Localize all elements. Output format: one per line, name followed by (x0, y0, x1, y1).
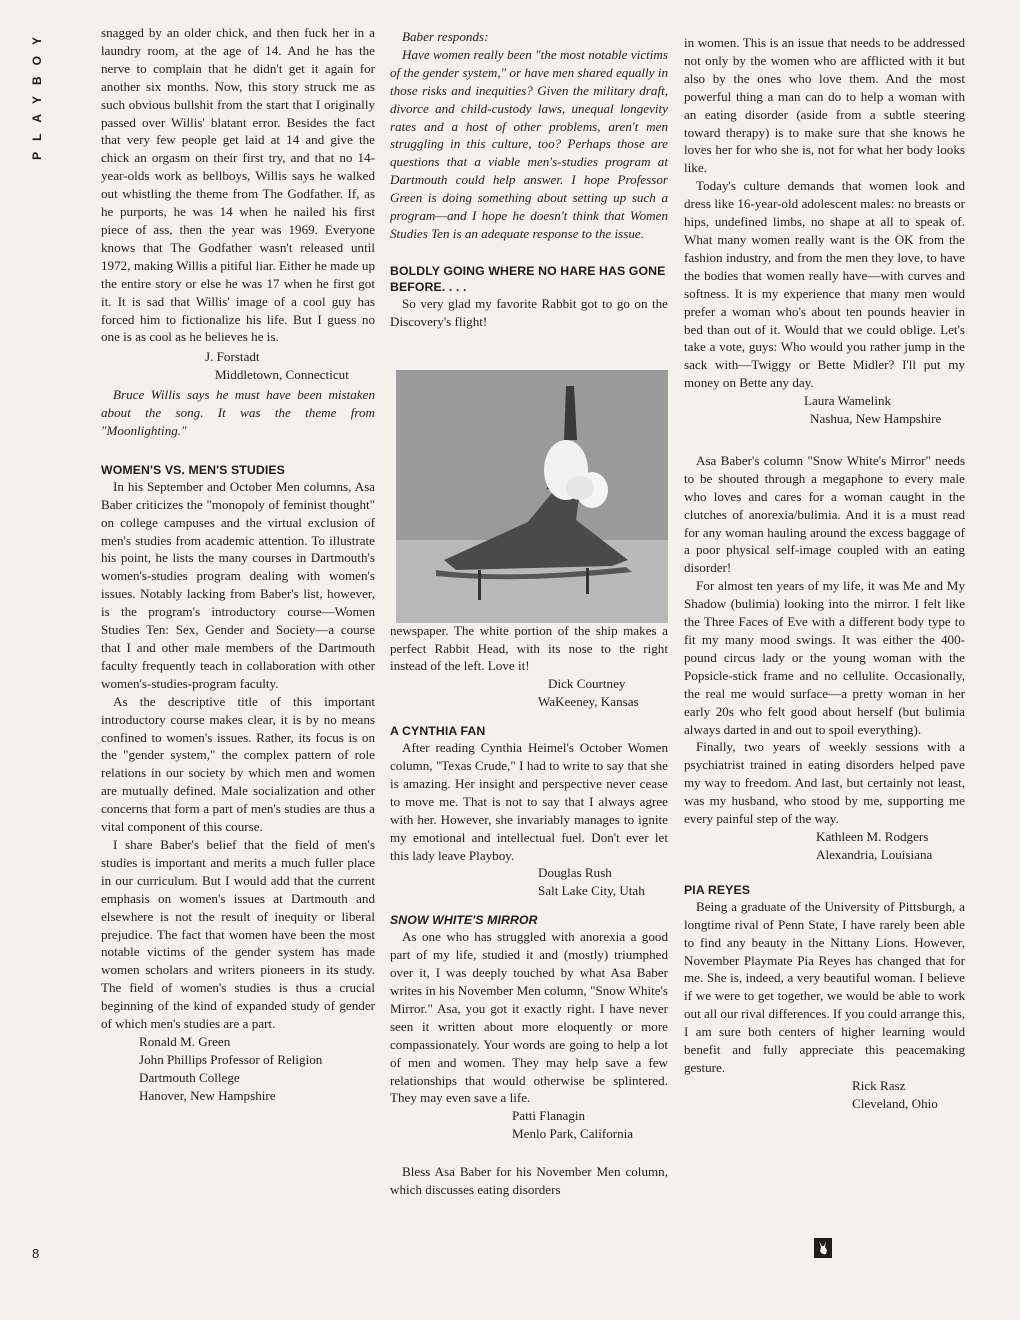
letter-body: Being a graduate of the University of Pittsburgh, a longtime rival of Penn State, I have rarely been able to find any beauty in the Nittany Lions. However, November Playmate Pia Reyes has changed that for me. She is, indeed, a very beautiful woman. I believe if we were to get together, we would be able to work out all our rival differences. If you could arrange this, I am sure both centers of higher learning would benefit and fully appreciate this peacemaking gesture. (684, 898, 965, 1075)
letter-body: For almost ten years of my life, it was Me and My Shadow (bulimia) looking into the mirror. I felt like the Three Faces of Eve with a different body type to fit my many mood swings. It was either the 400-pound circus lady or the young woman with the Popsicle-stick frame and no cellulite. Occasionally, the real me would surface—a pretty woman in her early 20s who felt good about herself (but bulimia always darted in and out to spoil everything). (684, 578, 965, 737)
editor-reply: Have women really been "the most notable victims of the gender system," or have men shared equally in those risks and inequities? Given the military draft, divorce and child-custody laws, unequal longevity rates and a host of other problems, aren't men struggling in this culture, too? Perhaps those are questions that a viable men's-studies program at Dartmouth could help answer. I hope Professor Green is doing something about setting up such a program—and I hope he doesn't think that Women Studies Ten is an adequate response to the issue. (390, 46, 668, 241)
page-number: 8 (32, 1246, 40, 1261)
letter-signature-place: Nashua, New Hampshire (810, 411, 942, 427)
letter-signature-name: J. Forstadt (205, 349, 260, 365)
letter-signature-place: Menlo Park, California (512, 1126, 634, 1142)
letter-body: As the descriptive title of this important introductory course makes clear, it is by no means confined to women's issues. Rather, its focus is on the "gender system," the complex pattern of role relations in our society by which men and women are mutually defined. Male socialization and other concerns that form a part of men's studies are thus a vital component of this course. (101, 693, 375, 835)
letter-body: Today's culture demands that women look and dress like 16-year-old adolescent males: no breasts or hips, undefined limbs, no shape at all to speak of. What many women really want is the OK from the fashion industry, and from the men they love, to have the bodies that women really have—with curves and softness. It is my experience that many men would prefer a woman who's about ten pounds heavier in bed than out of it. Would that we could oblige. Let's take a vote, guys: Who would you rather jump in the sack with—Twiggy or Bette Midler? I'll put my money on Bette any day. (684, 178, 965, 391)
letter-body: newspaper. The white portion of the ship makes a perfect Rabbit Head, with its nose to the right instead of the left. Love it! (390, 622, 668, 674)
shuttle-landing-illustration (396, 370, 668, 623)
section-heading: SNOW WHITE'S MIRROR (390, 913, 538, 928)
letter-signature-place: Cleveland, Ohio (852, 1095, 938, 1111)
column-left (101, 24, 375, 1105)
editor-reply-lead: Baber responds: (402, 29, 489, 44)
letter-signature-name: Ronald M. Green (139, 1033, 231, 1049)
letter-body: As one who has struggled with anorexia a good part of my life, studied it and (mostly) triumphed over it, I was deeply touched by what Asa Baber writes in his November Men column, "Snow White's Mirror." Asa, you got it exactly right. I have never seen it written about more eloquently or more compassionately. Your words are going to help a lot of men and women. They may help save a few relationships that would otherwise be splintered. They may even save a life. (390, 929, 668, 1106)
section-heading: A CYNTHIA FAN (390, 724, 486, 739)
letter-body: in women. This is an issue that needs to be addressed not only by the women who are afflicted with it but also by the ones who love them. And the most powerful thing a man can do to help a woman with an eating disorder (aside from a subtle steering toward therapy) is to make sure that she knows he loves her for who she is, not for what her body looks like. (684, 35, 965, 176)
letter-signature-name: Douglas Rush (538, 865, 612, 881)
letter-body: In his September and October Men columns, Asa Baber criticizes the "monopoly of feminist thought" on college campuses and the virtual exclusion of men's studies from academic attention. To illustrate his point, he lists the many courses in Dartmouth's women's-studies program dealing with women's issues. Notably lacking from Baber's list, however, is the program's introductory course—Women Studies Ten: Sex, Gender and Society—a course that I and other male members of the Dartmouth faculty frequently teach in collaboration with other women's-studies-program faculty. (101, 478, 375, 691)
letter-signature-place: Hanover, New Hampshire (139, 1087, 276, 1103)
letter-signature-name: Laura Wamelink (804, 393, 892, 409)
letter-body: Bless Asa Baber for his November Men column, which discusses eating disorders (390, 1164, 668, 1198)
magazine-brand-vertical: PLAYBOY (30, 26, 44, 160)
letter-signature-name: Rick Rasz (852, 1077, 906, 1093)
section-heading: BOLDLY GOING WHERE NO HARE HAS GONE BEFORE. . . . (390, 263, 666, 294)
letter-signature-name: Patti Flanagin (512, 1108, 586, 1124)
letter-body: After reading Cynthia Heimel's October Women column, "Texas Crude," I had to write to say that she is amazing. Her insight and perspective never cease to move me. That is not to say that I always agree with her. However, she invariably manages to ignite my emotional and intellectual fuel. Don't ever let this lady leave Playboy. (390, 740, 668, 863)
shuttle-photo (396, 370, 668, 623)
column-right (684, 34, 965, 1113)
letter-body: Asa Baber's column "Snow White's Mirror" needs to be shouted through a megaphone to every male who loves and cares for a woman caught in the clutches of anorexia/bulimia. And it is a must read for any woman hauling around the excess baggage of a poor physical self-image coupled with an eating disorder! (684, 452, 965, 576)
letter-signature-name: Dick Courtney (548, 676, 626, 692)
letter-signature-title: John Phillips Professor of Religion (139, 1051, 323, 1067)
letter-body: snagged by an older chick, and then fuck her in a laundry room, at the age of 14. And he has the nerve to complain that he didn't get it again for another six months. Now, this story struck me as such obvious bullshit from the start that I originally passed over Willis' blatant error. Besides the fact that very few people get laid at 14 and give the chick an orgasm on their first try, and that no 14-year-olds work as bellboys, Willis says he walked out whistling the theme from The Godfather. If, as he purports, he was 14 when he nailed his first piece of ass, then the year was 1969. Everyone knows that The Godfather wasn't released until 1972, making Willis a pitiful liar. Either he made up the entire story or else he was 17 when he first got it. It is sad that Willis' image of a cool guy has forced him to fictionalize his life. But I guess no one is as cool as he believes he is. (101, 25, 375, 345)
letter-signature-place: Middletown, Connecticut (215, 367, 349, 383)
rabbit-head-logo-icon (814, 1238, 832, 1258)
letter-signature-org: Dartmouth College (139, 1069, 240, 1085)
letter-body: Finally, two years of weekly sessions with a psychiatrist trained in eating disorders helped pave my way to freedom. And last, but certainly not least, was my husband, who stood by me, supporting me every painful step of the way. (684, 739, 965, 827)
letter-signature-place: WaKeeney, Kansas (538, 694, 639, 710)
editor-reply: Bruce Willis says he must have been mistaken about the song. It was the theme from "Moonlighting." (101, 387, 375, 438)
section-heading: PIA REYES (684, 882, 751, 897)
letter-body: So very glad my favorite Rabbit got to go on the Discovery's flight! (390, 295, 668, 329)
letter-body: I share Baber's belief that the field of men's studies is important and merits a much fuller place in our curriculum. But I would add that the current emphasis on women's issues at Dartmouth and elsewhere is not the result of inequity or liberal prejudice. The fact that women have been the most notable victims of the gender system has made women scholars and writers pioneers in its study. The field of women's studies is thus a crucial beginning of the kind of expanded study of gender of which men's studies are a part. (101, 836, 375, 1032)
letter-signature-name: Kathleen M. Rodgers (816, 828, 929, 844)
section-heading: WOMEN'S VS. MEN'S STUDIES (101, 462, 285, 477)
letter-signature-place: Salt Lake City, Utah (538, 883, 645, 899)
letter-signature-place: Alexandria, Louisiana (816, 846, 933, 862)
